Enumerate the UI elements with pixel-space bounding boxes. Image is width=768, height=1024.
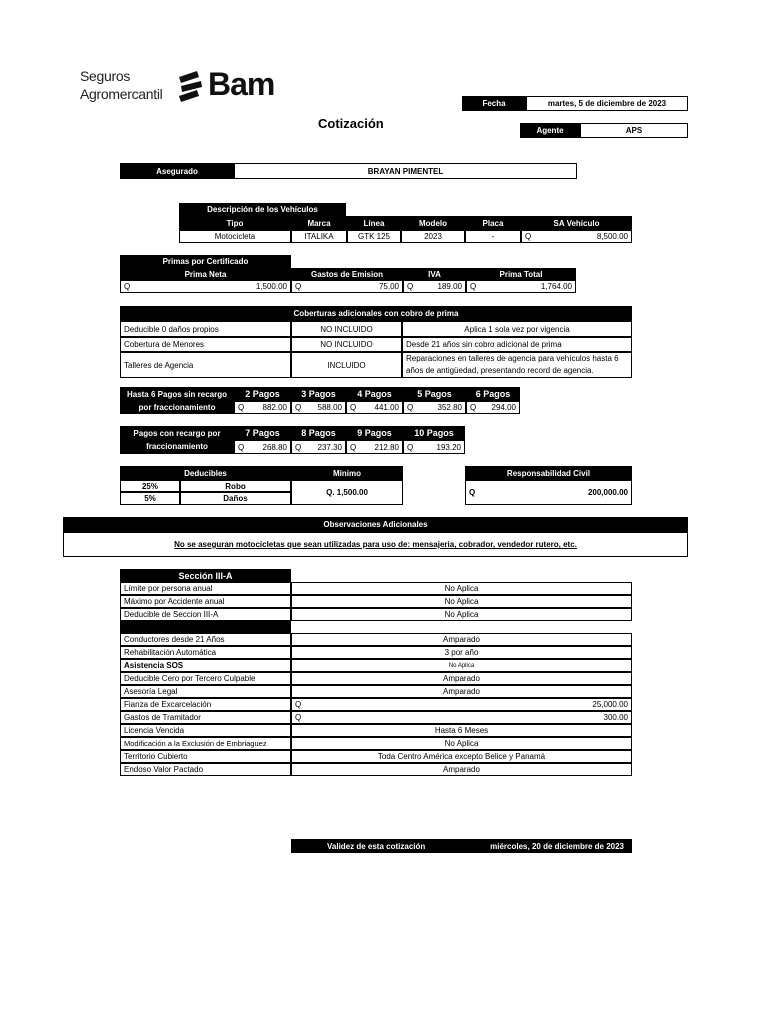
- primas-title: Primas por Certificado: [120, 255, 291, 268]
- seccion-row-value: [291, 711, 632, 724]
- cobertura-note: Desde 21 años sin cobro adicional de prima: [402, 337, 632, 352]
- company-logo: [80, 66, 280, 108]
- currency-symbol: Q: [407, 282, 414, 291]
- seccion-row-name: Fianza de Excarcelación: [120, 698, 291, 711]
- currency-symbol: Q: [238, 442, 245, 452]
- pago-value: [466, 401, 520, 414]
- vehiculo-modelo: 2023: [401, 230, 465, 243]
- validez-value: miércoles, 20 de diciembre de 2023: [490, 841, 624, 851]
- responsabilidad-amount: 200,000.00: [587, 488, 628, 497]
- vehiculos-header-tipo: Tipo: [179, 216, 291, 230]
- seccion-row-value: Amparado: [291, 633, 632, 646]
- minimo-value: Q. 1,500.00: [291, 480, 403, 505]
- vehiculos-header-linea: Línea: [347, 216, 401, 230]
- seccion-row-name: Licencia Vencida: [120, 724, 291, 737]
- primas-header-total: Prima Total: [466, 268, 576, 280]
- agente-label: Agente: [520, 123, 580, 138]
- pagos-header: 2 Pagos: [234, 387, 291, 401]
- deducible-name: Daños: [180, 492, 291, 505]
- prima-neta-value: 1,500.00: [255, 282, 287, 291]
- pago-value: [234, 440, 291, 454]
- gastos-emision-value: 75.00: [378, 282, 399, 291]
- cobertura-status: INCLUIDO: [291, 352, 402, 378]
- seccion-row-name: Deducible de Seccion III-A: [120, 608, 291, 621]
- seccion-row-value: No Aplica: [291, 659, 632, 672]
- seccion-row-value: No Aplica: [291, 582, 632, 595]
- iva-value: 189.00: [437, 282, 462, 291]
- currency-symbol: Q: [470, 403, 477, 412]
- currency-symbol: Q: [238, 403, 245, 412]
- currency-symbol: Q: [470, 282, 477, 291]
- observaciones-text-content: No se aseguran motocicletas que sean utilizadas para uso de: mensajeria, cobrador, vendedor rutero, etc.: [174, 540, 577, 549]
- pago-amount: 588.00: [317, 403, 342, 412]
- seccion-row-value: No Aplica: [291, 595, 632, 608]
- validez-bar: [291, 839, 632, 853]
- currency-symbol: Q: [295, 713, 302, 722]
- cobertura-name: Deducible 0 daños propios: [120, 321, 291, 337]
- pago-value: [346, 401, 403, 414]
- primas-header-gastos: Gastos de Emision: [291, 268, 403, 280]
- seccion-row-value: Amparado: [291, 763, 632, 776]
- pagos-header: 7 Pagos: [234, 426, 291, 440]
- currency-symbol: Q: [295, 403, 302, 412]
- currency-symbol: Q: [469, 488, 476, 497]
- currency-symbol: Q: [295, 700, 302, 709]
- validez-label: Validez de esta cotización: [327, 841, 426, 851]
- asegurado-label: Asegurado: [120, 163, 234, 179]
- pago-amount: 268.80: [262, 442, 287, 452]
- seccion-b-table: [120, 633, 632, 776]
- pago-value: [234, 401, 291, 414]
- agente-value: APS: [580, 123, 688, 138]
- seccion-row-name: Máximo por Accidente anual: [120, 595, 291, 608]
- vehiculo-marca: ITALIKA: [291, 230, 347, 243]
- seccion-row-value: 3 por año: [291, 646, 632, 659]
- seccion-row-name: Modificación a la Exclusión de Embriaguez: [120, 737, 291, 750]
- seccion-a-table: [120, 582, 632, 621]
- pagos-sin-recargo-label: Hasta 6 Pagos sin recargo por fraccionamiento: [120, 387, 234, 414]
- cobertura-status: NO INCLUIDO: [291, 337, 402, 352]
- seccion-row-value: Toda Centro América excepto Belice y Panamá: [291, 750, 632, 763]
- pagos-header: 4 Pagos: [346, 387, 403, 401]
- vehiculos-header-marca: Marca: [291, 216, 347, 230]
- seccion-row-name: Límite por persona anual: [120, 582, 291, 595]
- pago-amount: 212.80: [374, 442, 399, 452]
- vehiculo-placa: -: [465, 230, 521, 243]
- responsabilidad-label: Responsabilidad Civil: [465, 466, 632, 480]
- deducible-pct: 25%: [120, 480, 180, 492]
- pago-amount: 294.00: [491, 403, 516, 412]
- cobertura-note: Reparaciones en talleres de agencia para vehículos hasta 6 años de antigüedad, presentando record de agencia.: [402, 352, 632, 378]
- deducible-pct: 5%: [120, 492, 180, 505]
- vehiculo-sa-value: 8,500.00: [596, 232, 628, 241]
- currency-symbol: Q: [350, 442, 357, 452]
- pagos-header: 9 Pagos: [346, 426, 403, 440]
- currency-symbol: Q: [407, 442, 414, 452]
- logo-line1: Seguros: [80, 68, 131, 84]
- vehiculo-sa: [521, 230, 632, 243]
- vehiculo-linea: GTK 125: [347, 230, 401, 243]
- seccion-amount: 300.00: [603, 713, 628, 722]
- fecha-value: martes, 5 de diciembre de 2023: [526, 96, 688, 111]
- vehiculos-title: Descripción de los Vehículos: [179, 203, 346, 216]
- seccion-row-name: Asesoría Legal: [120, 685, 291, 698]
- pagos-header: 5 Pagos: [403, 387, 466, 401]
- responsabilidad-value: [465, 480, 632, 505]
- pago-amount: 193.20: [436, 442, 461, 452]
- seccion-row-name: Gastos de Tramitador: [120, 711, 291, 724]
- seccion-title: Sección III-A: [120, 569, 291, 582]
- asegurado-value: BRAYAN PIMENTEL: [234, 163, 577, 179]
- currency-symbol: Q: [124, 282, 131, 291]
- pago-amount: 237.30: [317, 442, 342, 452]
- vehiculos-header-modelo: Modelo: [401, 216, 465, 230]
- seccion-row-name: Conductores desde 21 Años: [120, 633, 291, 646]
- seccion-row-value: No Aplica: [291, 608, 632, 621]
- cobertura-name: Talleres de Agencia: [120, 352, 291, 378]
- pago-amount: 882.00: [262, 403, 287, 412]
- seccion-row-value: Amparado: [291, 672, 632, 685]
- pago-amount: 352.80: [437, 403, 462, 412]
- pago-value: [291, 401, 346, 414]
- pagos-con-recargo-label: Pagos con recargo por fraccionamiento: [120, 426, 234, 454]
- observaciones-text: [63, 532, 688, 557]
- seccion-divider-bar: [120, 621, 291, 633]
- deducible-name: Robo: [180, 480, 291, 492]
- currency-symbol: Q: [295, 442, 302, 452]
- brand-name: Bam: [208, 66, 275, 102]
- pagos-header: 6 Pagos: [466, 387, 520, 401]
- pagos-header: 10 Pagos: [403, 426, 465, 440]
- logo-line2: Agromercantil: [80, 86, 163, 102]
- pagos-header: 3 Pagos: [291, 387, 346, 401]
- page-title: Cotización: [318, 116, 384, 131]
- currency-symbol: Q: [350, 403, 357, 412]
- deducibles-label: Deducibles: [120, 466, 291, 480]
- minimo-label: Mínimo: [291, 466, 403, 480]
- seccion-row-name: Asistencia SOS: [120, 659, 291, 672]
- pago-value: [291, 440, 346, 454]
- pago-value: [403, 401, 466, 414]
- observaciones-label: Observaciones Adicionales: [63, 517, 688, 532]
- currency-symbol: Q: [295, 282, 302, 291]
- cobertura-name: Cobertura de Menores: [120, 337, 291, 352]
- coberturas-title: Coberturas adicionales con cobro de prima: [120, 306, 632, 321]
- seccion-row-value: Hasta 6 Meses: [291, 724, 632, 737]
- seccion-row-value: No Aplica: [291, 737, 632, 750]
- cobertura-status: NO INCLUIDO: [291, 321, 402, 337]
- seccion-row-name: Rehabilitación Automática: [120, 646, 291, 659]
- seccion-row-name: Deducible Cero por Tercero Culpable: [120, 672, 291, 685]
- pagos-header: 8 Pagos: [291, 426, 346, 440]
- vehiculos-header-placa: Placa: [465, 216, 521, 230]
- currency-symbol: Q: [407, 403, 414, 412]
- prima-total: [466, 280, 576, 293]
- seccion-row-value: [291, 698, 632, 711]
- seccion-amount: 25,000.00: [592, 700, 628, 709]
- vehiculo-tipo: Motocicleta: [179, 230, 291, 243]
- gastos-emision: [291, 280, 403, 293]
- iva: [403, 280, 466, 293]
- cobertura-note: Aplica 1 sola vez por vigencia: [402, 321, 632, 337]
- seccion-row-name: Territorio Cubierto: [120, 750, 291, 763]
- fecha-label: Fecha: [462, 96, 526, 111]
- seccion-row-value: Amparado: [291, 685, 632, 698]
- seccion-row-name: Endoso Valor Pactado: [120, 763, 291, 776]
- bam-logo-icon: [177, 69, 205, 103]
- pago-amount: 441.00: [374, 403, 399, 412]
- primas-header-neta: Prima Neta: [120, 268, 291, 280]
- pago-value: [403, 440, 465, 454]
- prima-total-value: 1,764.00: [540, 282, 572, 291]
- primas-header-iva: IVA: [403, 268, 466, 280]
- currency-symbol: Q: [525, 232, 532, 241]
- pago-value: [346, 440, 403, 454]
- prima-neta: [120, 280, 291, 293]
- vehiculos-header-sa: SA Vehículo: [521, 216, 632, 230]
